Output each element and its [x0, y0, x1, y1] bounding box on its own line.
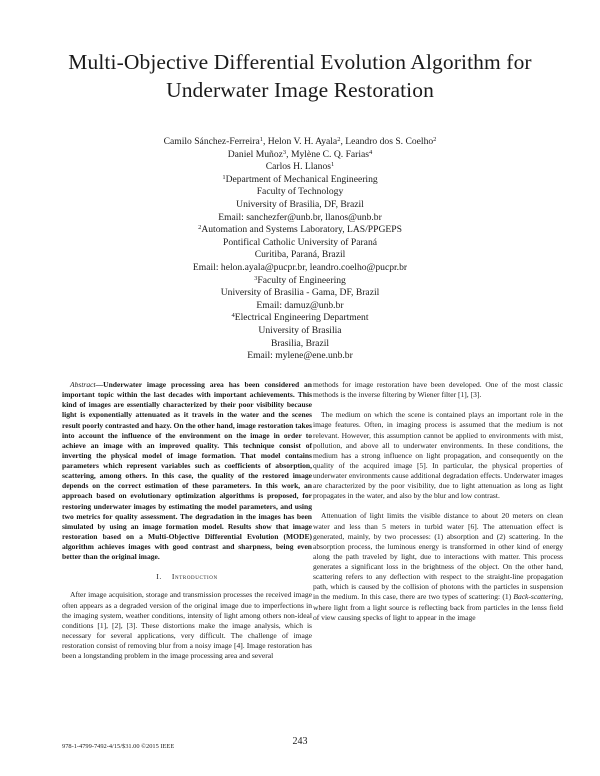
right-column: [313, 380, 563, 623]
email-line: Email: mylene@ene.unb.br: [247, 350, 353, 362]
section-heading-introduction: [62, 572, 312, 582]
affiliation-1: $^1$Department of Mechanical Engineering Faculty of Technology University of Brasilia, DF, Brazil Email: sanchezfer@unb.br, llanos@unb.br: [90, 174, 510, 224]
title-line-2: Underwater Image Restoration: [166, 78, 434, 102]
affiliation-3: $^3$Faculty of Engineering University of Brasilia - Gama, DF, Brazil Email: damuz@unb.br: [90, 275, 510, 313]
abstract: [62, 380, 312, 562]
left-column: [62, 380, 312, 661]
body-paragraph: methods for image restoration have been developed. One of the most classic methods is the inverse filtering by Wiener filter [1], [3].: [313, 380, 563, 400]
copyright-notice: 978-1-4799-7492-4/15/$31.00 ©2015 IEEE: [62, 743, 175, 750]
body-paragraph: After image acquisition, storage and transmission processes the received image often appears as a degraded version of the original image due to imperfections in the imaging system, weather conditions, intensity of light among others non-ideal conditions [1], [2], [3]. These distortions make the image analysis, which is necessary for several applications, very difficult. The challenge of image restoration consist of removing blur from a noisy image [4]. Image restoration has been a longstanding problem in the image processing area and several: [62, 590, 312, 661]
author-block: [90, 136, 510, 363]
email-line: Email: helon.ayala@pucpr.br, leandro.coelho@pucpr.br: [192, 261, 408, 273]
title-line-1: Multi-Objective Differential Evolution Algorithm for: [68, 50, 532, 74]
abstract-label: Abstract: [70, 380, 96, 389]
page-number: 243: [292, 736, 308, 747]
email-line: Email: sanchezfer@unb.br, llanos@unb.br: [218, 211, 382, 223]
affiliation-4: $^4$Electrical Engineering Department University of Brasilia Brasilia, Brazil Email: mylene@ene.unb.br: [90, 312, 510, 362]
author-line-3: Carlos H. Llanos$^1$: [265, 161, 335, 173]
paper-title: [20, 48, 580, 104]
abstract-body: —Underwater image processing area has been considered an important topic within the last decades with important achievements. This kind of images are essentially characterized by their poor visibility because light is exponentially attenuated as it travels in the water and the scenes result poorly contrasted and hazy. On the other hand, image restoration takes into account the influence of the environment on the image in order to achieve an image with an improved quality. This technique consist of inverting the physical model of image formation. That model contains parameters which represent variables such as coefficients of absorption, scattering, among others. In this case, the quality of the restored image depends on the correct estimation of these parameters. In this work, an approach based on evolutionary optimization algorithms is proposed, for restoring underwater images by estimating the model parameters, and using two metrics for quality assessment. The degradation in the images has been simulated by using an image formation model. Results show that image restoration based on a Multi-Objective Differential Evolution (MODE) algorithm achieves images with good contrast and sharpness, being even better than the original image.: [62, 380, 312, 562]
author-line-2: Daniel Muñoz$^3$, Mylène C. Q. Farias$^4$: [227, 148, 373, 160]
author-line-1: Camilo Sánchez-Ferreira$^1$, Helon V. H. Ayala$^2$, Leandro dos S. Coelho$^2$: [163, 136, 437, 147]
body-paragraph: Attenuation of light limits the visible distance to about 20 meters on clean water and less than 5 meters in turbid water [6]. The attenuation effect is generated, mainly, by two processes: (1) absorption and (2) scattering. In the absorption process, the luminous energy is transformed in other kind of energy along the path traveled by light, due to interactions with matter. This process generates a significant loss in the brightness of the object. On the other hand, scattering refers to any deflection with respect to the straight-line propagation path, which is caused by the collision of photons with the particles in suspension in the medium. In this case, there are two types of scattering: (1) Back-scattering, where light from a light source is reflecting back from particles in the lenss field of view causing specks of light to appear in the image: [313, 511, 563, 622]
section-number: I.: [156, 572, 162, 582]
email-line: Email: damuz@unb.br: [256, 299, 344, 311]
section-title: Introduction: [171, 572, 218, 582]
affiliation-2: $^2$Automation and Systems Laboratory, LAS/PPGEPS Pontifical Catholic University of Paraná Curitiba, Paraná, Brazil Email: helon.ayala@pucpr.br, leandro.coelho@pucpr.br: [90, 224, 510, 274]
body-paragraph: The medium on which the scene is contained plays an important role in the image features. Often, in imaging process is assumed that the medium is not relevant. However, this assumption cannot be applied to environments with mist, pollution, and above all to underwater environments. In these conditions, the medium has a strong influence on light propagation, and consequently on the quality of the acquired image [5]. In particular, the physical properties of underwater environments cause additional degradation effects. Underwater images are characterized by the poor visibility, due to light attenuation as long as light propagates in the water, and also by the blur and low contrast.: [313, 410, 563, 501]
